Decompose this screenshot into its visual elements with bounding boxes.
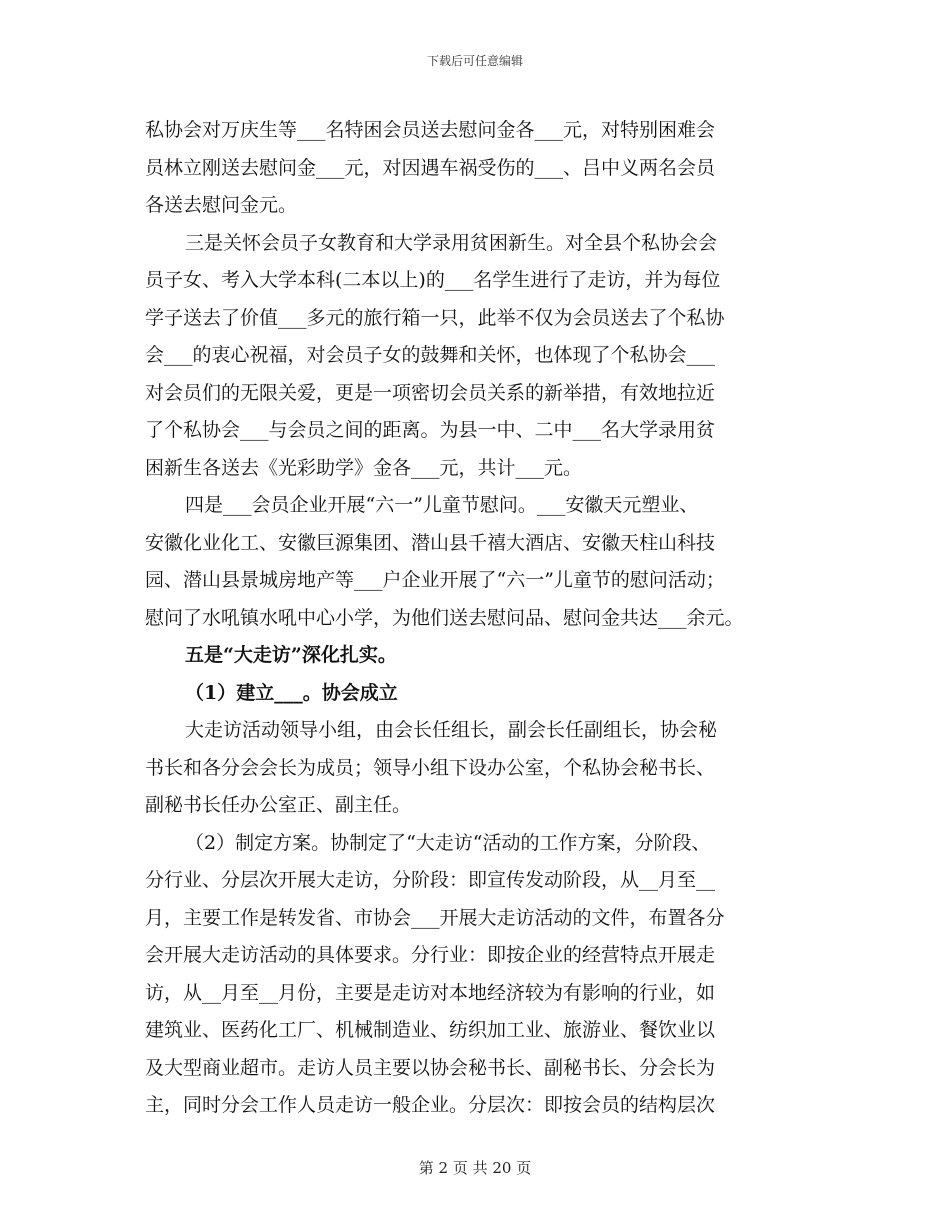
text-line: 副秘书长任办公室正、副主任。 [145, 794, 412, 816]
text-line: 了个私协会___与会员之间的距离。为县一中、二中___名大学录用贫 [145, 419, 716, 441]
section-heading: 五是“大走访”深化扎实。 [185, 644, 397, 666]
text-line: 员林立刚送去慰问金___元，对因遇车祸受伤的___、吕中义两名会员 [145, 156, 716, 179]
text-line: 书长和各分会会长为成员；领导小组下设办公室，个私协会秘书长、 [145, 756, 716, 779]
text-line: 园、潜山县景城房地产等___户企业开展了“六一”儿童节的慰问活动； [145, 569, 725, 591]
text-line: 员子女、考入大学本科(二本以上)的___名学生进行了走访，并为每位 [145, 269, 721, 291]
text-line: 安徽化业化工、安徽巨源集团、潜山县千禧大酒店、安徽天柱山科技 [145, 531, 716, 554]
page-header: 下载后可任意编辑 [426, 54, 523, 68]
page-number-footer: 第 2 页 共 20 页 [418, 1159, 532, 1177]
text-line: 慰问了水吼镇水吼中心小学，为他们送去慰问品、慰问金共达___余元。 [145, 606, 744, 629]
paragraph-start-line: 大走访活动领导小组，由会长任组长，副会长任副组长，协会秘 [185, 719, 718, 741]
paragraph-start-line: 四是___会员企业开展“六一”儿童节慰问。___安徽天元塑业、 [185, 494, 699, 516]
text-line: 会___的衷心祝福，对会员子女的鼓舞和关怀，也体现了个私协会___ [145, 344, 716, 366]
text-line: 对会员们的无限关爱，更是一项密切会员关系的新举措，有效地拉近 [145, 381, 716, 404]
text-line: 月，主要工作是转发省、市协会___开展大走访活动的文件，布置各分 [145, 906, 725, 929]
text-line: 主，同时分会工作人员走访一般企业。分层次：即按会员的结构层次 [145, 1094, 716, 1116]
paragraph-start-line: 三是关怀会员子女教育和大学录用贫困新生。对全县个私协会会 [185, 231, 718, 254]
text-line: 会开展大走访活动的具体要求。分行业：即按企业的经营特点开展走 [145, 944, 716, 966]
text-line: 建筑业、医药化工厂、机械制造业、纺织加工业、旅游业、餐饮业以 [145, 1019, 716, 1041]
subsection-heading: （1）建立___。协会成立 [185, 681, 398, 704]
text-line: 及大型商业超市。走访人员主要以协会秘书长、副秘书长、分会长为 [145, 1056, 716, 1079]
paragraph-start-line: （2）制定方案。协制定了“大走访“活动的工作方案，分阶段、 [185, 831, 711, 854]
text-line: 私协会对万庆生等___名特困会员送去慰问金各___元，对特别困难会 [145, 119, 716, 141]
text-line: 困新生各送去《光彩助学》金各___元，共计___元。 [145, 456, 583, 479]
text-line: 各送去慰问金元。 [145, 194, 298, 216]
body-text [145, 112, 805, 1125]
text-line: 访，从__月至__月份，主要是走访对本地经济较为有影响的行业，如 [145, 981, 716, 1004]
text-line: 学子送去了价值___多元的旅行箱一只，此举不仅为会员送去了个私协 [145, 306, 725, 329]
text-line: 分行业、分层次开展大走访，分阶段：即宣传发动阶段，从__月至__ [145, 869, 716, 891]
